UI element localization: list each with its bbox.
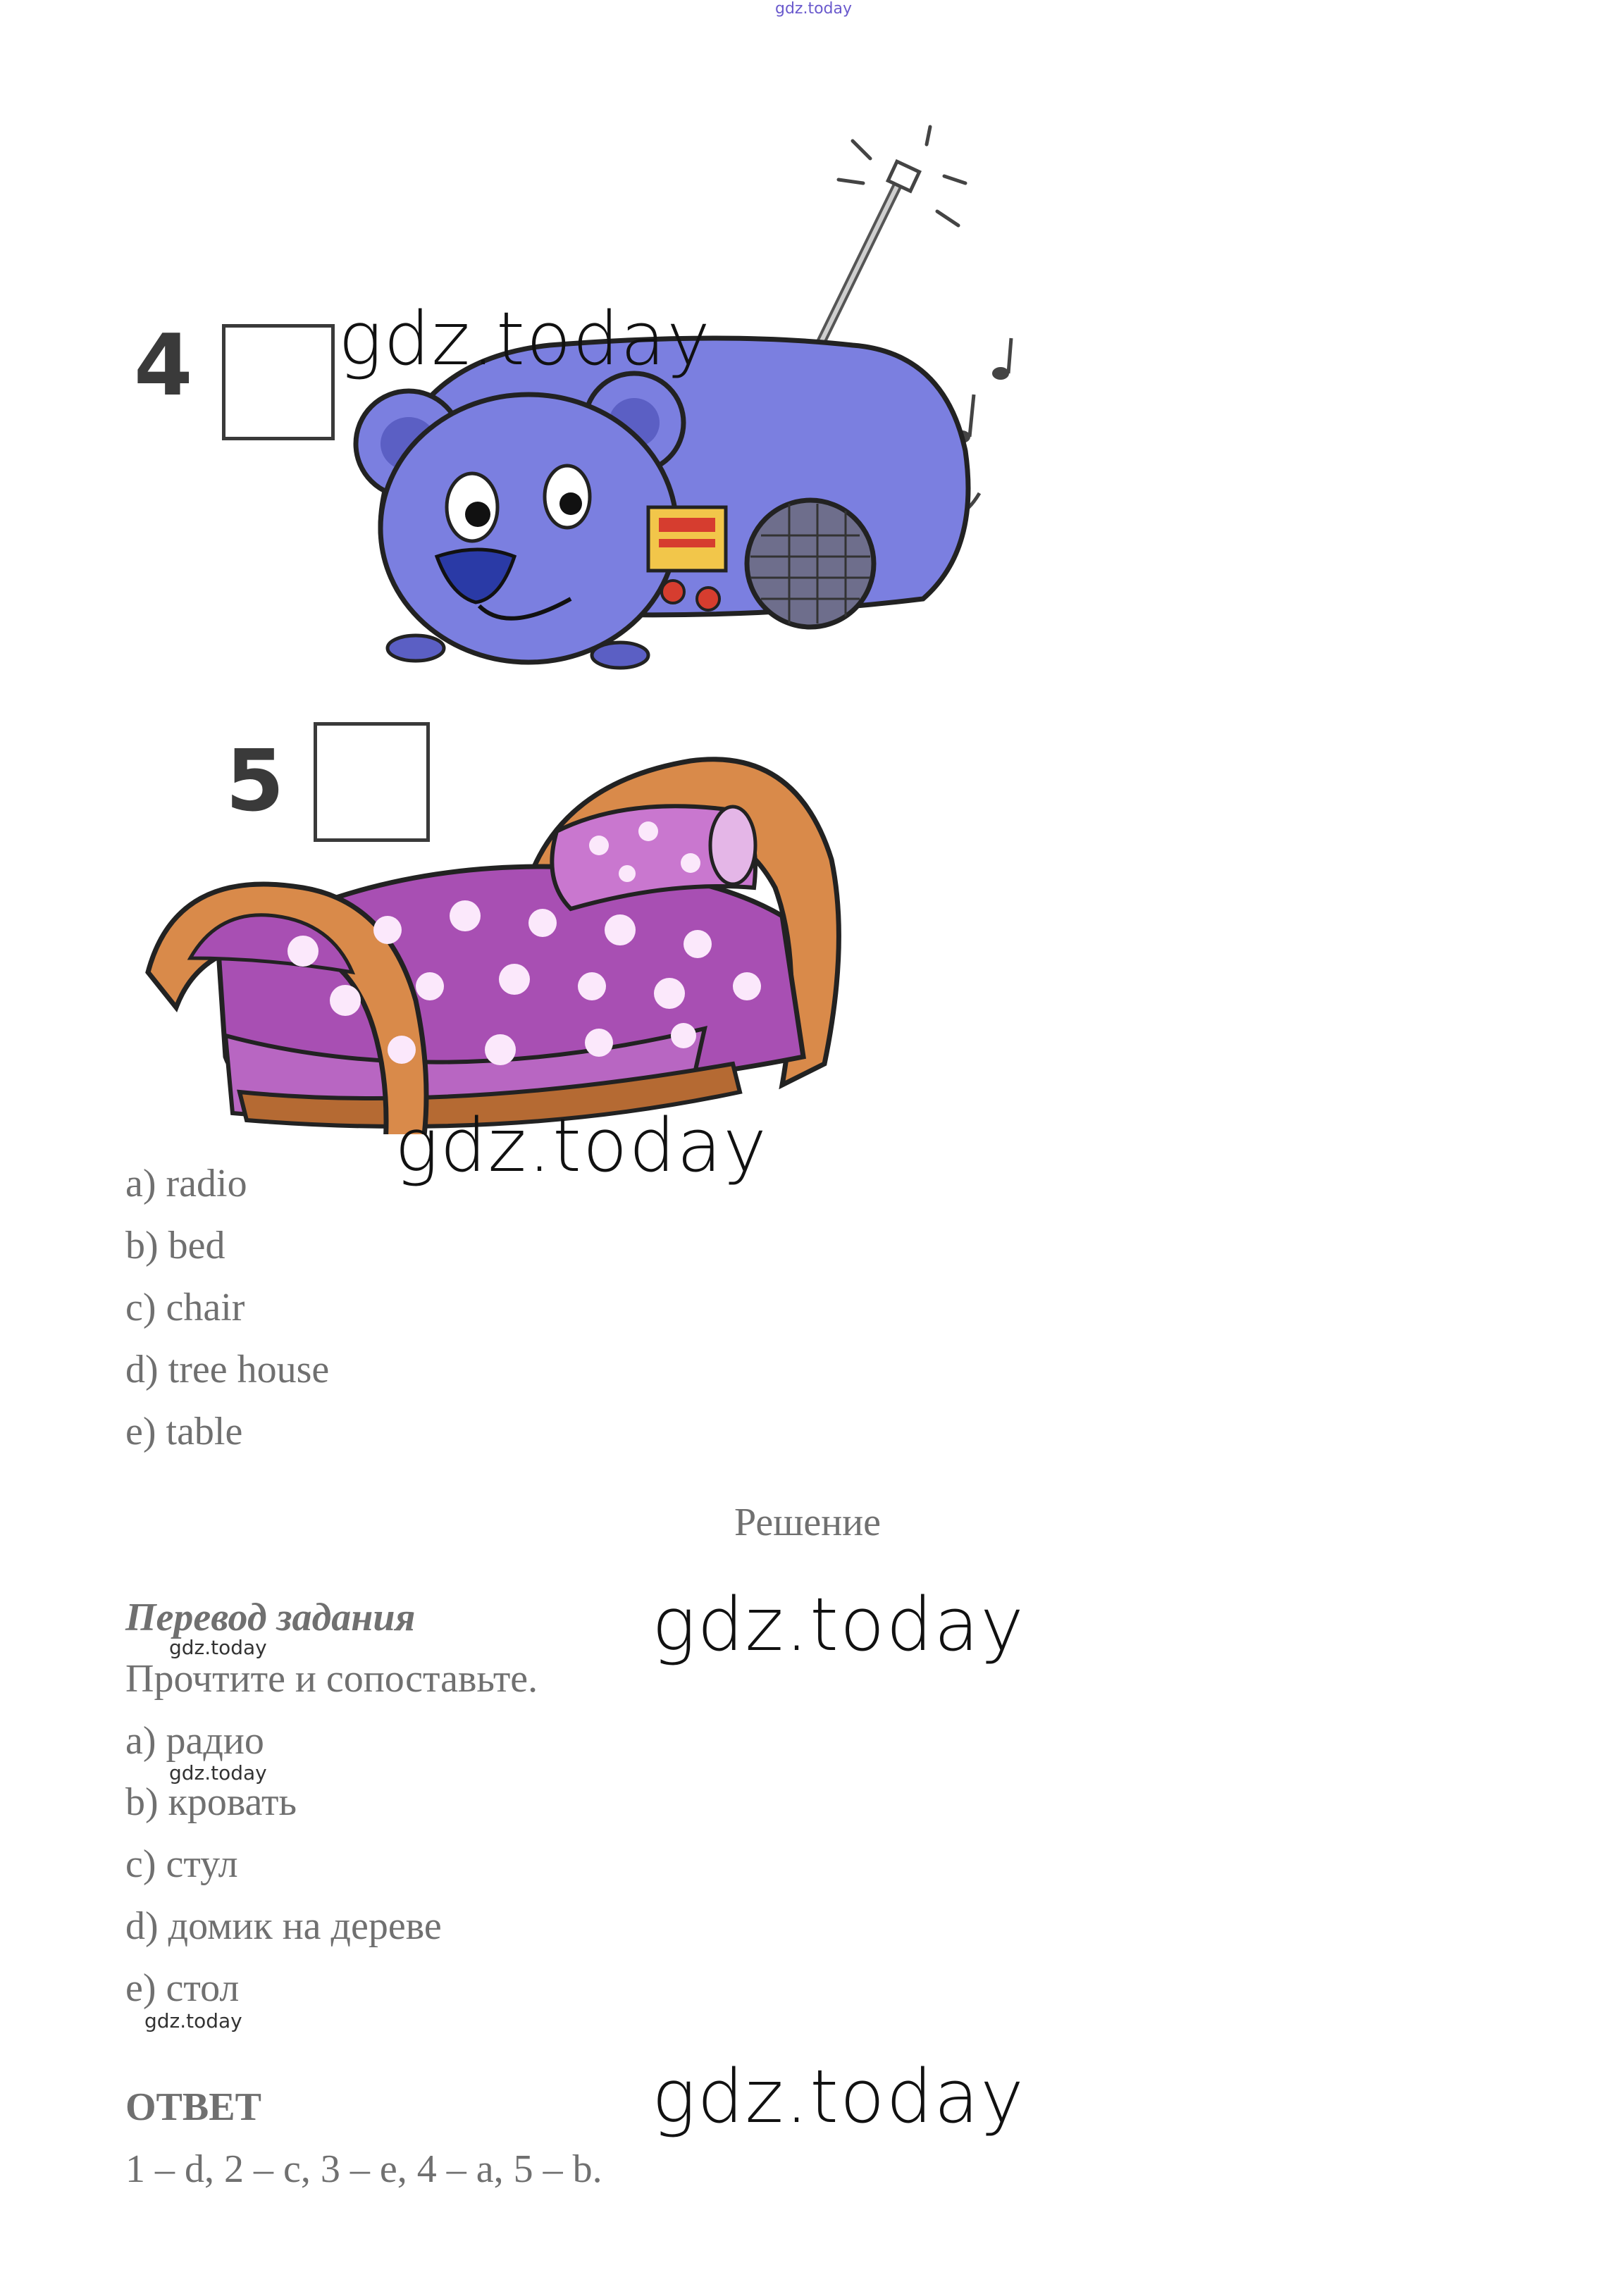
translation-heading: Перевод задания — [125, 1596, 416, 1639]
translation-item-e: e) стол — [125, 1966, 240, 2010]
small-watermark-1: gdz.today — [169, 1636, 267, 1659]
answer-heading: ОТВЕТ — [125, 2085, 261, 2129]
watermark-2: gdz.today — [395, 1103, 768, 1189]
option-b: b) bed — [125, 1224, 225, 1267]
translation-item-d: d) домик на дереве — [125, 1904, 442, 1948]
answer-text: 1 – d, 2 – c, 3 – e, 4 – a, 5 – b. — [125, 2147, 602, 2191]
answer-box-4[interactable] — [222, 324, 335, 440]
watermark-1: gdz.today — [338, 296, 712, 382]
radio-illustration — [324, 113, 1064, 676]
picture-number-4: 4 — [134, 317, 193, 415]
option-c: c) chair — [125, 1286, 245, 1329]
translation-item-a: a) радио — [125, 1719, 264, 1763]
top-watermark: gdz.today — [775, 0, 853, 18]
small-watermark-3: gdz.today — [144, 2009, 242, 2033]
option-a: a) radio — [125, 1162, 247, 1205]
translation-item-b: b) кровать — [125, 1780, 297, 1824]
bed-illustration — [134, 740, 867, 1134]
option-e: e) table — [125, 1410, 243, 1453]
small-watermark-2: gdz.today — [169, 1761, 267, 1785]
solution-title: Решение — [734, 1501, 882, 1544]
option-d: d) tree house — [125, 1348, 330, 1391]
translation-instruction: Прочтите и сопоставьте. — [125, 1657, 538, 1701]
picture-number-5: 5 — [225, 733, 285, 831]
translation-item-c: c) стул — [125, 1842, 238, 1886]
watermark-4: gdz.today — [652, 2054, 1025, 2140]
watermark-3: gdz.today — [652, 1582, 1025, 1668]
